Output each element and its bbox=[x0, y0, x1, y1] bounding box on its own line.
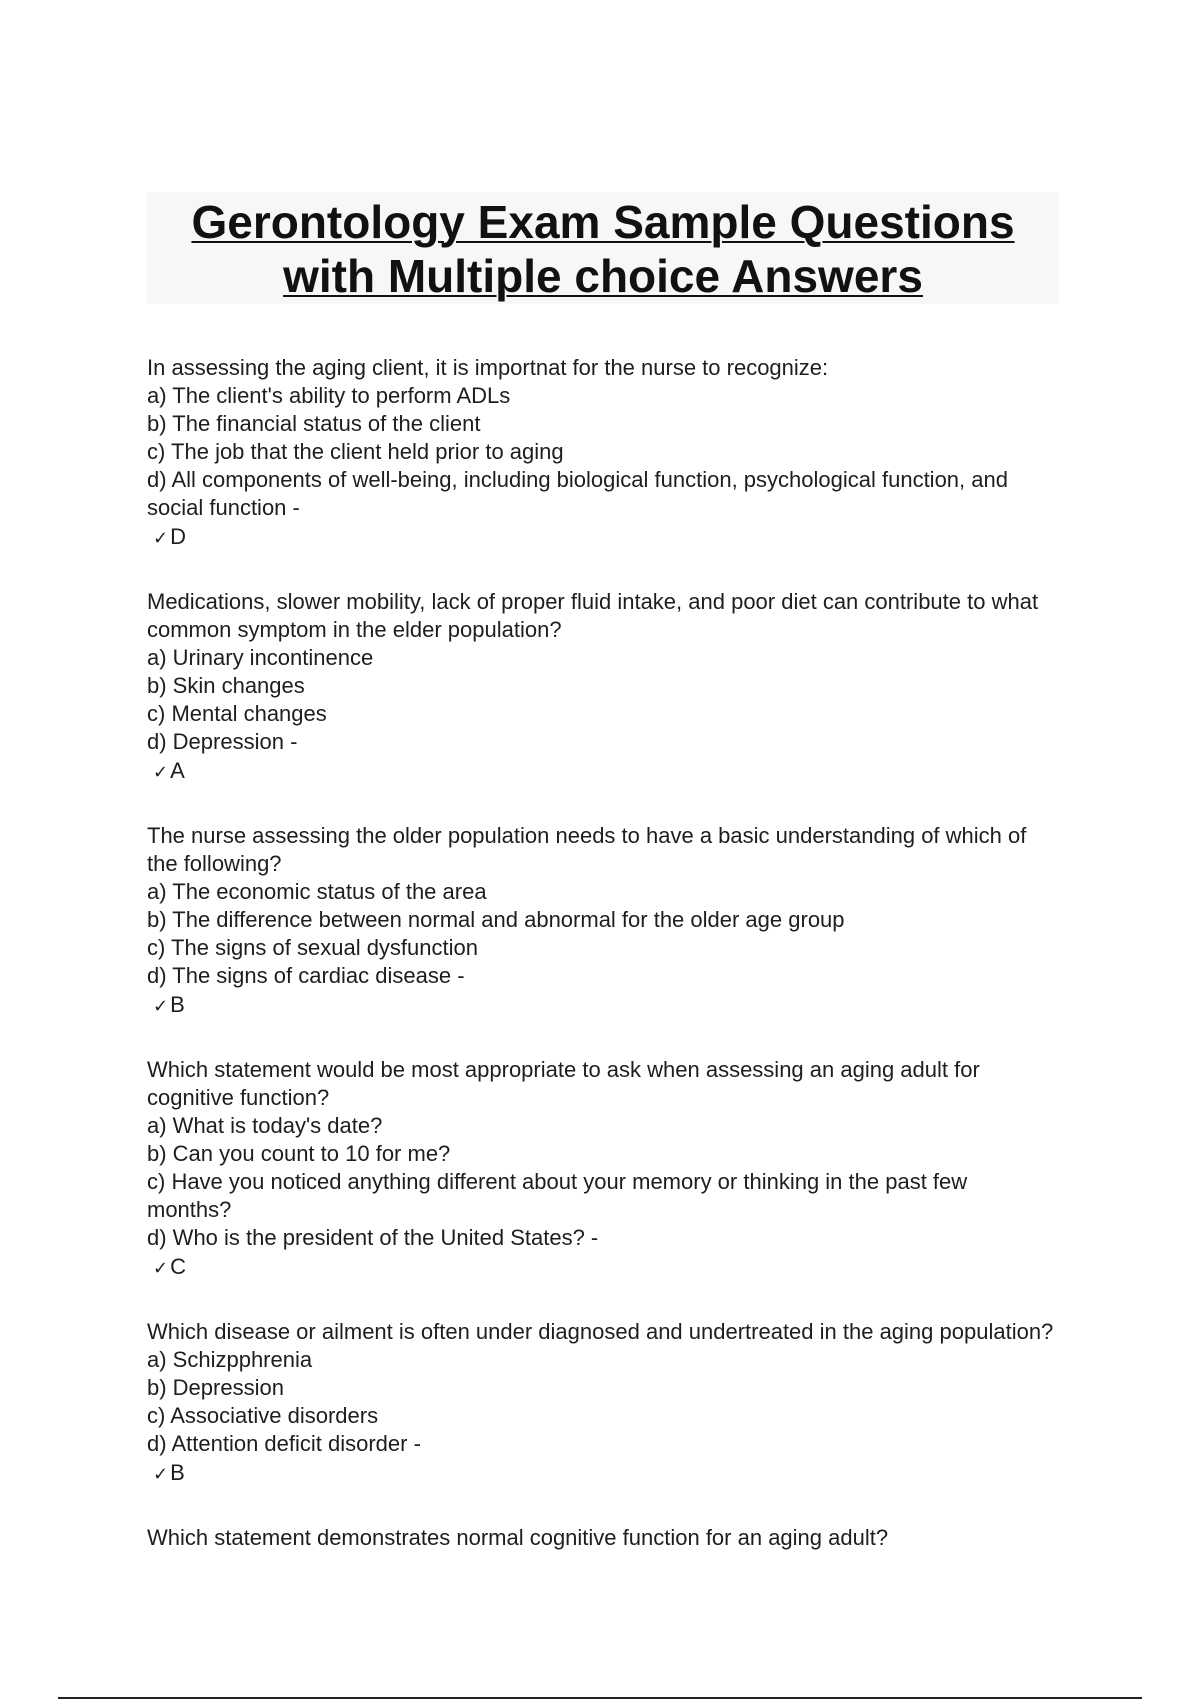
option-c: c) The job that the client held prior to aging bbox=[147, 439, 564, 464]
question-stem: Medications, slower mobility, lack of proper fluid intake, and poor diet can contribute to what common symptom in the elder population? bbox=[147, 589, 1039, 642]
document-title bbox=[147, 192, 1059, 304]
footer-divider bbox=[58, 1697, 1142, 1699]
option-a: a) The economic status of the area bbox=[147, 879, 487, 904]
check-icon: ✓ bbox=[153, 996, 169, 1017]
check-icon: ✓ bbox=[153, 762, 169, 783]
answer-key bbox=[147, 756, 1057, 788]
option-d: d) Who is the president of the United States? - bbox=[147, 1225, 599, 1250]
question-block-3 bbox=[147, 822, 1057, 1022]
option-c: c) Have you noticed anything different about your memory or thinking in the past few months? bbox=[147, 1169, 968, 1222]
answer-letter: B bbox=[170, 992, 185, 1017]
option-d: d) The signs of cardiac disease - bbox=[147, 963, 465, 988]
answer-letter: A bbox=[170, 758, 185, 783]
option-a: a) What is today's date? bbox=[147, 1113, 383, 1138]
question-list bbox=[147, 354, 1057, 1586]
option-c: c) Mental changes bbox=[147, 701, 327, 726]
question-block-1 bbox=[147, 354, 1057, 554]
option-b: b) Can you count to 10 for me? bbox=[147, 1141, 451, 1166]
option-c: c) Associative disorders bbox=[147, 1403, 379, 1428]
option-d: d) Attention deficit disorder - bbox=[147, 1431, 421, 1456]
answer-key bbox=[147, 1458, 1057, 1490]
answer-key bbox=[147, 1252, 1057, 1284]
question-stem: Which statement would be most appropriate to ask when assessing an aging adult for cognitive function? bbox=[147, 1057, 980, 1110]
option-d: d) Depression - bbox=[147, 729, 298, 754]
option-c: c) The signs of sexual dysfunction bbox=[147, 935, 478, 960]
question-block-4 bbox=[147, 1056, 1057, 1284]
check-icon: ✓ bbox=[153, 1258, 169, 1279]
answer-letter: C bbox=[170, 1254, 186, 1279]
option-b: b) The difference between normal and abnormal for the older age group bbox=[147, 907, 845, 932]
question-stem: Which disease or ailment is often under diagnosed and undertreated in the aging population? bbox=[147, 1319, 1054, 1344]
option-a: a) Schizpphrenia bbox=[147, 1347, 313, 1372]
title-line-1: Gerontology Exam Sample Questions bbox=[191, 196, 1015, 248]
option-b: b) Skin changes bbox=[147, 673, 305, 698]
question-block-6 bbox=[147, 1524, 1057, 1552]
option-a: a) The client's ability to perform ADLs bbox=[147, 383, 511, 408]
question-stem: The nurse assessing the older population needs to have a basic understanding of which of the following? bbox=[147, 823, 1027, 876]
question-block-2 bbox=[147, 588, 1057, 788]
question-stem: In assessing the aging client, it is importnat for the nurse to recognize: bbox=[147, 355, 829, 380]
answer-letter: B bbox=[170, 1460, 185, 1485]
option-a: a) Urinary incontinence bbox=[147, 645, 374, 670]
option-d: d) All components of well-being, including biological function, psychological function, and social function - bbox=[147, 467, 1008, 520]
answer-key bbox=[147, 990, 1057, 1022]
title-line-2: with Multiple choice Answers bbox=[283, 250, 923, 302]
option-b: b) Depression bbox=[147, 1375, 284, 1400]
question-block-5 bbox=[147, 1318, 1057, 1490]
question-stem: Which statement demonstrates normal cognitive function for an aging adult? bbox=[147, 1525, 889, 1550]
check-icon: ✓ bbox=[153, 1464, 169, 1485]
answer-letter: D bbox=[170, 524, 186, 549]
check-icon: ✓ bbox=[153, 528, 169, 549]
option-b: b) The financial status of the client bbox=[147, 411, 481, 436]
answer-key bbox=[147, 522, 1057, 554]
